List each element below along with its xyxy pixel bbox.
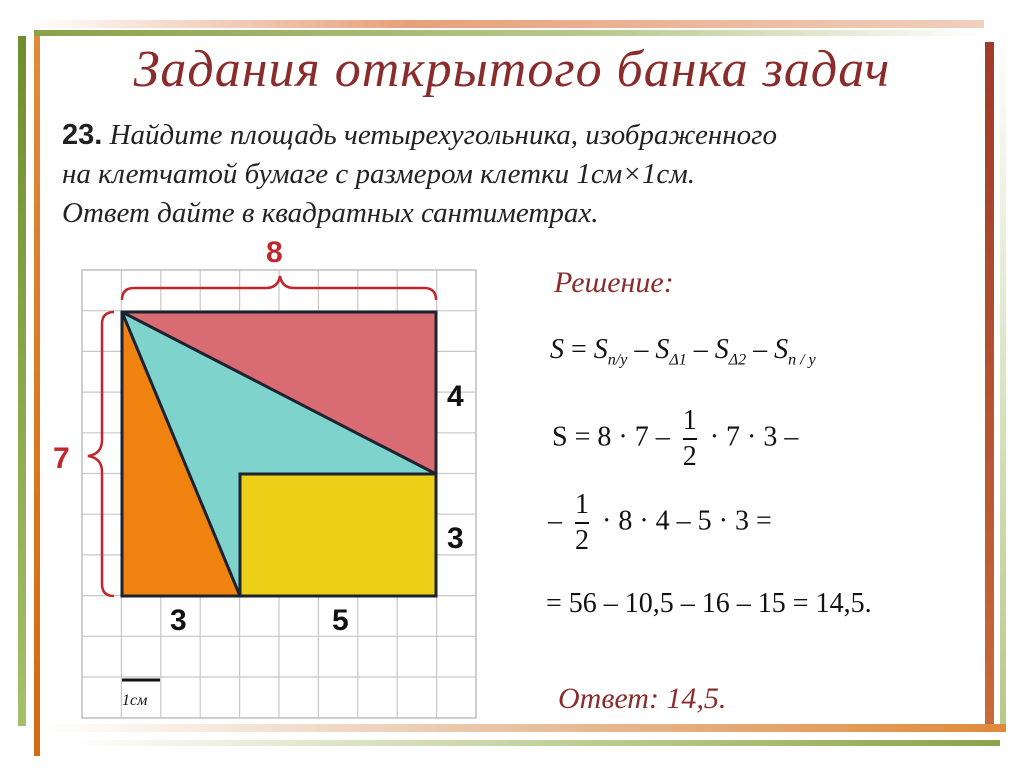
formula-s4: S xyxy=(774,334,789,365)
formula-minus-3: – xyxy=(753,334,768,365)
label-right-3: 3 xyxy=(447,522,464,555)
formula-sub4: п / у xyxy=(788,351,816,369)
formula-minus-2: – xyxy=(693,334,708,365)
task-line-2: на клетчатой бумаге с размером клетки 1см×1см. xyxy=(62,158,695,190)
label-bottom-5: 5 xyxy=(332,604,349,637)
formula-s1: S xyxy=(593,334,608,365)
formula-sub2: Δ1 xyxy=(669,351,687,369)
fraction-1 xyxy=(683,404,697,474)
formula-line-2 xyxy=(552,404,798,474)
line2-start: S = 8 · 7 – xyxy=(552,421,670,453)
answer: Ответ: 14,5. xyxy=(558,682,727,715)
formula-s3: S xyxy=(714,334,729,365)
label-left-7: 7 xyxy=(53,442,70,475)
formula-line-4: = 56 – 10,5 – 16 – 15 = 14,5. xyxy=(546,588,872,619)
label-bottom-3: 3 xyxy=(170,604,187,637)
formula-sub3: Δ2 xyxy=(728,351,747,369)
line3-start: – xyxy=(548,505,562,537)
task-line-3: Ответ дайте в квадратных сантиметрах. xyxy=(62,197,599,229)
label-right-4: 4 xyxy=(447,380,464,413)
scale-label: 1см xyxy=(122,692,148,709)
formula-line-1 xyxy=(550,334,816,370)
formula-sub1: п/у xyxy=(607,351,628,369)
fraction-2-den: 2 xyxy=(575,525,589,556)
formula-s2: S xyxy=(655,334,670,365)
formula-s: S xyxy=(550,334,564,365)
page-title: Задания открытого банка задач xyxy=(133,41,891,98)
task-number: 23. xyxy=(62,119,103,151)
formula-eq: = xyxy=(571,334,587,365)
formula-minus-1: – xyxy=(634,334,649,365)
label-top-8: 8 xyxy=(266,236,283,269)
fraction-2 xyxy=(575,488,589,558)
formula-line-3 xyxy=(548,488,772,558)
yellow-rectangle xyxy=(240,474,436,596)
task-line-1: Найдите площадь четырехугольника, изображенного xyxy=(109,119,777,151)
fraction-2-num: 1 xyxy=(575,488,589,524)
line3-end: · 8 · 4 – 5 · 3 = xyxy=(602,505,772,537)
fraction-1-den: 2 xyxy=(682,441,697,472)
line2-end: · 7 · 3 – xyxy=(709,421,799,453)
fraction-1-num: 1 xyxy=(683,404,697,440)
solution-heading: Решение: xyxy=(554,266,674,299)
